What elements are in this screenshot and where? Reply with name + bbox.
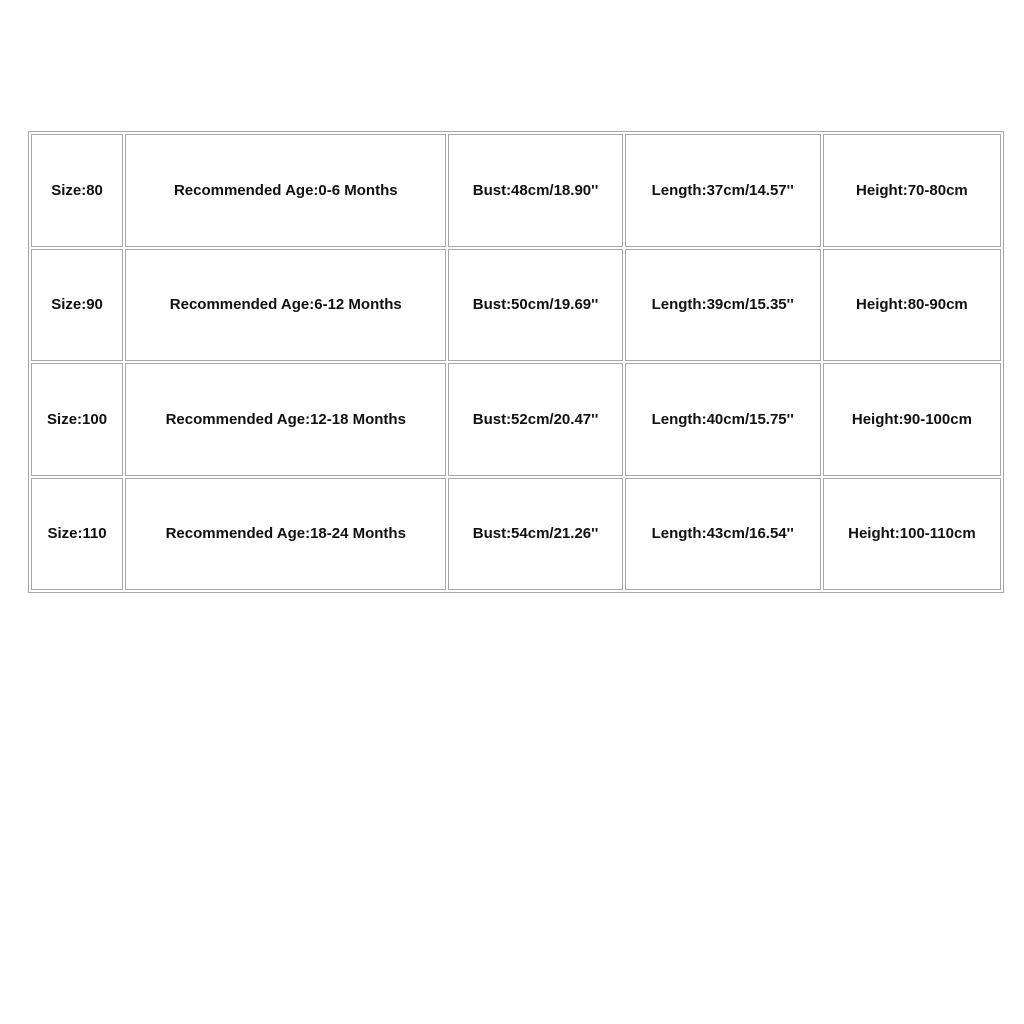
height-cell: Height:80-90cm [823,249,1001,362]
height-cell: Height:70-80cm [823,134,1001,247]
recommended-age-cell: Recommended Age:18-24 Months [125,478,446,591]
bust-cell: Bust:54cm/21.26'' [448,478,622,591]
size-chart-table [28,131,1004,593]
height-cell: Height:90-100cm [823,363,1001,476]
table-row [31,363,1001,476]
length-cell: Length:39cm/15.35'' [625,249,821,362]
bust-cell: Bust:48cm/18.90'' [448,134,622,247]
table-row [31,478,1001,591]
size-cell: Size:110 [31,478,123,591]
recommended-age-cell: Recommended Age:12-18 Months [125,363,446,476]
length-cell: Length:37cm/14.57'' [625,134,821,247]
size-table [29,132,1003,592]
size-cell: Size:100 [31,363,123,476]
length-cell: Length:40cm/15.75'' [625,363,821,476]
size-cell: Size:80 [31,134,123,247]
recommended-age-cell: Recommended Age:6-12 Months [125,249,446,362]
recommended-age-cell: Recommended Age:0-6 Months [125,134,446,247]
height-cell: Height:100-110cm [823,478,1001,591]
table-row [31,249,1001,362]
bust-cell: Bust:50cm/19.69'' [448,249,622,362]
table-row [31,134,1001,247]
length-cell: Length:43cm/16.54'' [625,478,821,591]
bust-cell: Bust:52cm/20.47'' [448,363,622,476]
size-cell: Size:90 [31,249,123,362]
